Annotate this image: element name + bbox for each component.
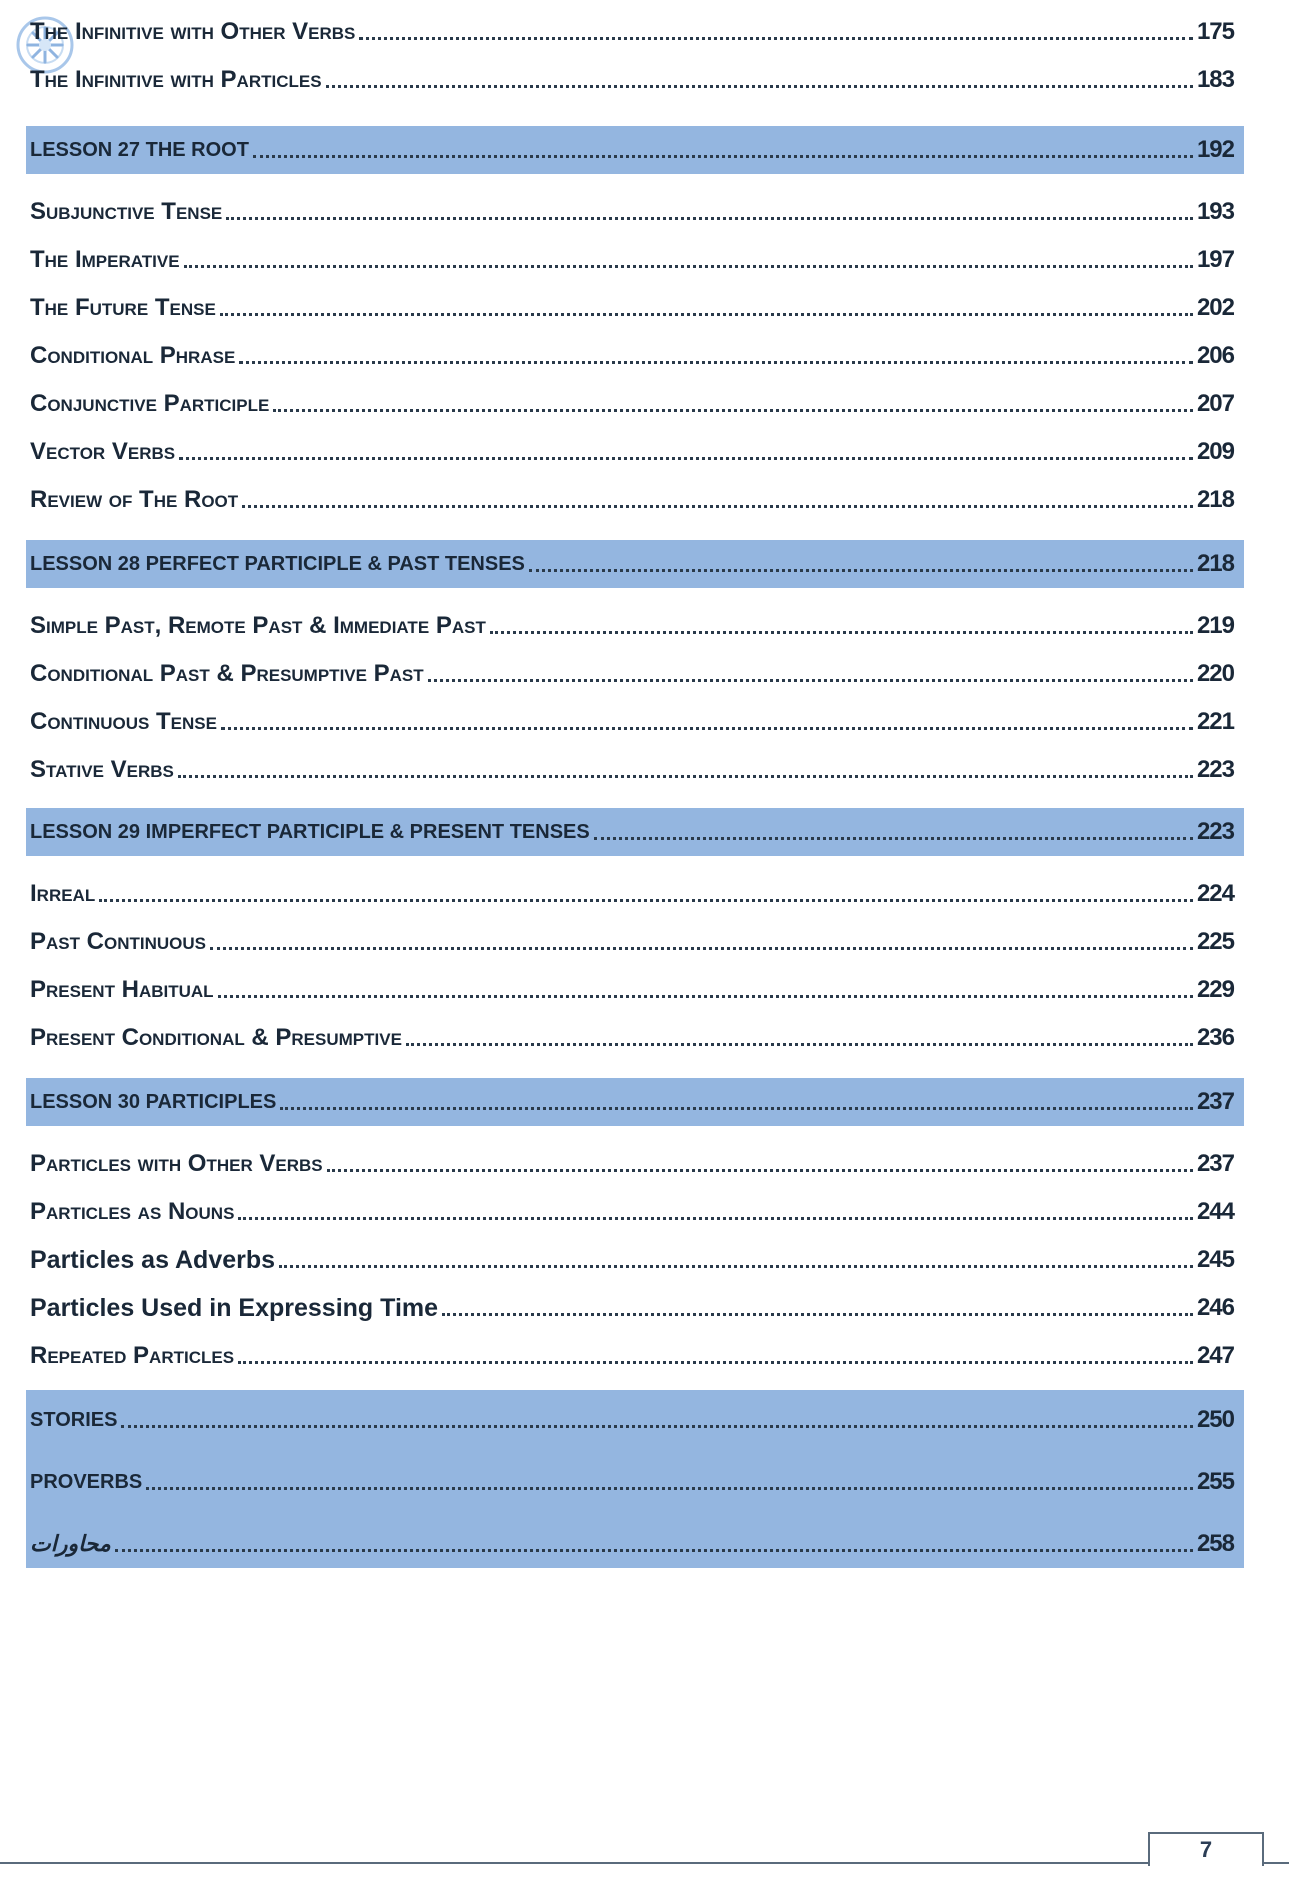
dot-leader <box>273 409 1193 412</box>
dot-leader <box>327 1169 1193 1172</box>
dot-leader <box>99 899 1193 902</box>
dot-leader <box>210 947 1193 950</box>
toc-entry-page: 237 <box>1196 1150 1234 1177</box>
toc-entry[interactable] <box>26 476 1244 524</box>
dot-leader <box>406 1043 1193 1046</box>
toc-entry-page: 218 <box>1196 550 1234 577</box>
toc-entry[interactable] <box>26 380 1244 428</box>
dot-leader <box>529 569 1193 572</box>
dot-leader <box>594 837 1193 840</box>
dot-leader <box>326 85 1193 88</box>
toc-entry-page: 224 <box>1196 880 1234 907</box>
footer-rule-tail <box>1262 1862 1289 1864</box>
dot-leader <box>146 1487 1193 1490</box>
toc-entry-title: LESSON 29 IMPERFECT PARTICIPLE & PRESENT TENSES <box>30 820 590 843</box>
dot-leader <box>442 1313 1193 1316</box>
toc-entry[interactable] <box>26 746 1244 794</box>
dot-leader <box>115 1549 1193 1552</box>
toc-entry-title: Conditional Phrase <box>30 342 236 369</box>
dot-leader <box>178 775 1193 778</box>
toc-entry-title: Present Habitual <box>30 976 214 1003</box>
dot-leader <box>279 1265 1193 1268</box>
toc-entry[interactable] <box>26 966 1244 1014</box>
toc-entry-title: Repeated Particles <box>30 1342 235 1369</box>
toc-entry-title: Conjunctive Participle <box>30 390 270 417</box>
toc-entry[interactable] <box>26 236 1244 284</box>
toc-entry-title: Simple Past, Remote Past & Immediate Past <box>30 612 486 639</box>
toc-entry-title: PROVERBS <box>30 1470 143 1493</box>
toc-entry-title: Particles as Nouns <box>30 1198 235 1225</box>
toc-entry-title: LESSON 28 PERFECT PARTICIPLE & PAST TENSES <box>30 552 525 575</box>
toc-appendix-heading[interactable] <box>26 1458 1244 1506</box>
toc-entry[interactable] <box>26 918 1244 966</box>
toc-entry-title: LESSON 30 PARTICIPLES <box>30 1090 277 1113</box>
toc-lesson-heading[interactable] <box>26 540 1244 588</box>
toc-entry-page: 192 <box>1196 136 1234 163</box>
toc-entry-page: 236 <box>1196 1024 1234 1051</box>
toc-entry-title: The Infinitive with Particles <box>30 66 322 93</box>
toc-entry-title: Subjunctive Tense <box>30 198 223 225</box>
toc-entry[interactable] <box>26 188 1244 236</box>
toc-entry-title: Vector Verbs <box>30 438 176 465</box>
toc-entry-title: The Infinitive with Other Verbs <box>30 18 356 45</box>
dot-leader <box>238 1217 1193 1220</box>
toc-entry-page: 220 <box>1196 660 1234 687</box>
dot-leader <box>218 995 1193 998</box>
toc-entry[interactable] <box>26 1014 1244 1062</box>
toc-entry-title: Particles as Adverbs <box>30 1245 276 1274</box>
toc-entry[interactable] <box>26 284 1244 332</box>
toc-entry[interactable] <box>26 332 1244 380</box>
dot-leader <box>280 1107 1193 1110</box>
toc-entry[interactable] <box>26 8 1244 56</box>
dot-leader <box>253 155 1193 158</box>
toc-entry-title: Present Conditional & Presumptive <box>30 1024 402 1051</box>
toc-entry-title: LESSON 27 THE ROOT <box>30 138 249 161</box>
toc-entry-page: 223 <box>1196 818 1234 845</box>
toc-entry-title: STORIES <box>30 1408 118 1431</box>
toc-entry-page: 207 <box>1196 390 1234 417</box>
toc-entry-page: 197 <box>1196 246 1234 273</box>
toc-entry[interactable] <box>26 602 1244 650</box>
toc-appendix-heading[interactable] <box>26 1520 1244 1568</box>
dot-leader <box>428 679 1193 682</box>
toc-entry-title: Particles Used in Expressing Time <box>30 1293 439 1322</box>
toc-entry-title: Review of The Root <box>30 486 239 513</box>
toc-entry[interactable] <box>26 1284 1244 1332</box>
toc-entry-page: 237 <box>1196 1088 1234 1115</box>
dot-leader <box>238 1361 1193 1364</box>
toc-entry-title: Continuous Tense <box>30 708 217 735</box>
dot-leader <box>184 265 1193 268</box>
dot-leader <box>220 313 1193 316</box>
toc-entry-title: محاورات <box>30 1531 111 1556</box>
toc-entry[interactable] <box>26 428 1244 476</box>
toc-entry[interactable] <box>26 1140 1244 1188</box>
toc-entry[interactable] <box>26 1332 1244 1380</box>
toc-entry-page: 183 <box>1196 66 1234 93</box>
toc-lesson-heading[interactable] <box>26 126 1244 174</box>
toc-entry-title: Particles with Other Verbs <box>30 1150 323 1177</box>
toc-entry-title: The Future Tense <box>30 294 216 321</box>
toc-entry-page: 175 <box>1196 18 1234 45</box>
toc-entry-title: Past Continuous <box>30 928 207 955</box>
toc-entry-page: 244 <box>1196 1198 1234 1225</box>
dot-leader <box>359 37 1193 40</box>
toc-entry[interactable] <box>26 1188 1244 1236</box>
toc-entry-title: Stative Verbs <box>30 756 174 783</box>
dot-leader <box>490 631 1193 634</box>
toc-entry-page: 219 <box>1196 612 1234 639</box>
toc-appendix-heading[interactable] <box>26 1396 1244 1444</box>
toc-entry-title: The Imperative <box>30 246 180 273</box>
toc-entry-page: 223 <box>1196 756 1234 783</box>
toc-entry-page: 218 <box>1196 486 1234 513</box>
toc-entry-page: 193 <box>1196 198 1234 225</box>
dot-leader <box>221 727 1193 730</box>
toc-entry-page: 255 <box>1196 1468 1234 1495</box>
toc-lesson-heading[interactable] <box>26 1078 1244 1126</box>
toc-entry-page: 250 <box>1196 1406 1234 1433</box>
toc-entry-page: 202 <box>1196 294 1234 321</box>
toc-entry[interactable] <box>26 1236 1244 1284</box>
dot-leader <box>242 505 1193 508</box>
toc-entry-page: 209 <box>1196 438 1234 465</box>
toc-entry-page: 221 <box>1196 708 1234 735</box>
dot-leader <box>179 457 1193 460</box>
toc-entry-page: 245 <box>1196 1246 1234 1273</box>
toc-lesson-heading[interactable] <box>26 808 1244 856</box>
dot-leader <box>121 1425 1193 1428</box>
page-number: 7 <box>1148 1832 1264 1866</box>
toc-entry-page: 206 <box>1196 342 1234 369</box>
toc-entry-title: Irreal <box>30 880 96 907</box>
toc-entry-page: 229 <box>1196 976 1234 1003</box>
toc-entry-page: 225 <box>1196 928 1234 955</box>
toc-entry[interactable] <box>26 650 1244 698</box>
toc-entry-page: 247 <box>1196 1342 1234 1369</box>
dot-leader <box>226 217 1193 220</box>
dot-leader <box>239 361 1193 364</box>
footer-rule <box>0 1862 1148 1864</box>
toc-entry-title: Conditional Past & Presumptive Past <box>30 660 424 687</box>
toc-entry-page: 246 <box>1196 1294 1234 1321</box>
toc-entry-page: 258 <box>1196 1530 1234 1557</box>
toc-entry[interactable] <box>26 698 1244 746</box>
toc-entry[interactable] <box>26 56 1244 104</box>
toc-entry[interactable] <box>26 870 1244 918</box>
